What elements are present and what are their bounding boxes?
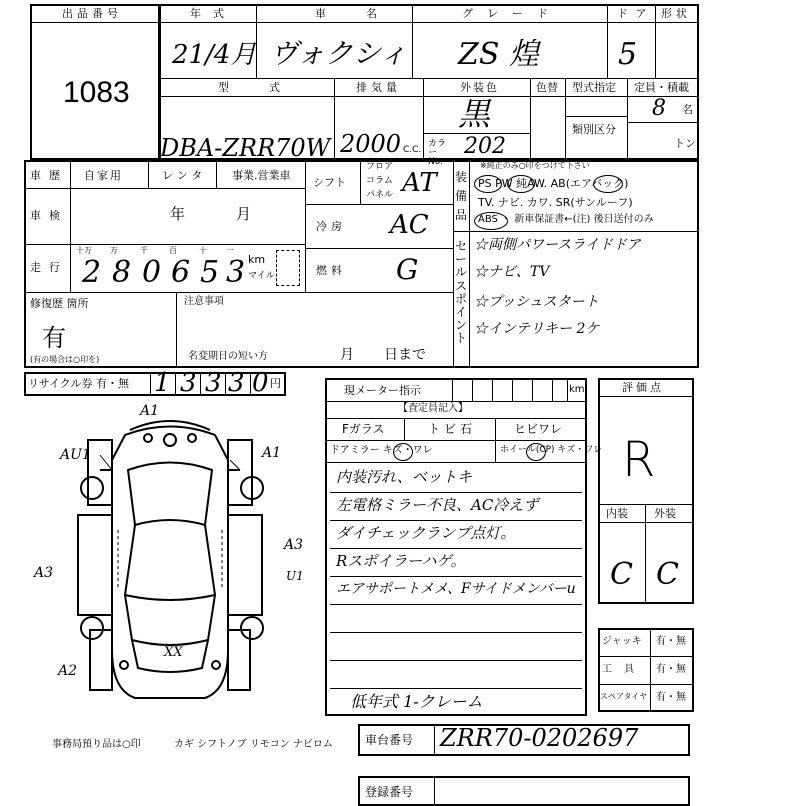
recycle-unit: 円 [270, 377, 281, 390]
damage-mark: A1 [140, 403, 160, 419]
damage-mark: A3 [284, 537, 304, 553]
repair-label: 修復歴 箇所 [30, 297, 89, 310]
displacement-label: 排気量 [356, 81, 401, 94]
notes-month: 月 [340, 347, 354, 363]
designation-label: 型式指定 [572, 81, 616, 94]
year-value: 21/4月 [172, 40, 257, 70]
office-label: 事務局預り品は○印 [52, 739, 141, 750]
mileage-digit: 5 [200, 255, 220, 290]
tool-value: 有・無 [656, 664, 686, 675]
damage-mark: AU1 [60, 447, 91, 463]
ac-label: 冷房 [316, 220, 346, 233]
color-no-label: カラーNo. [428, 139, 447, 167]
remark: Rスポイラーハゲ。 [336, 552, 466, 570]
recycle-digit: 3 [228, 368, 245, 398]
tool-label: ジャッキ [602, 636, 642, 647]
fuel-value: G [396, 253, 419, 286]
ext-color-label: 外装色 [460, 81, 499, 94]
shift-column: コラム [366, 176, 393, 186]
remark: 左電格ミラー不良、AC冷えず [336, 496, 539, 514]
sales-point: ☆ナビ、TV [474, 264, 550, 280]
shift-floor: フロア [366, 162, 394, 172]
mileage-label: 走行 [30, 261, 68, 274]
remark: ダイチェックランプ点灯。 [336, 524, 516, 542]
notes-day: 日まで [384, 347, 426, 363]
unit-label: 千 [140, 246, 148, 255]
mileage-digit: 8 [112, 255, 132, 290]
hibiware-label: ヒビワレ [514, 422, 563, 436]
color-value: 黒 [458, 95, 491, 133]
capacity-value: 8 [652, 96, 666, 121]
capacity-unit: 名 [682, 103, 693, 116]
cc-unit: C.C. [403, 145, 422, 155]
rental-label: レンタ [162, 169, 207, 182]
door-value: 5 [618, 37, 638, 72]
unit-label: 百 [169, 246, 177, 255]
bottom-note: 低年式 1-クレーム [350, 692, 483, 711]
tool-label: 工具 [602, 664, 646, 675]
mile-unit: マイル [248, 271, 275, 281]
unit-label: 十万 [76, 246, 92, 255]
sales-point: ☆プッシュスタート [474, 294, 599, 310]
lot-header: 出品番号 [62, 7, 122, 20]
tool-label: スペアタイヤ [600, 692, 648, 701]
damage-mark: A2 [58, 663, 78, 679]
shift-panel: パネル [366, 190, 394, 200]
damage-mark: XX [164, 645, 183, 660]
door-mirror-label: ドアミラー キズ・ワレ [330, 445, 433, 456]
mileage-digit: 3 [226, 255, 246, 290]
exterior-label: 外装 [654, 507, 676, 520]
shape-label: 形状 [661, 7, 691, 20]
ac-value: AC [390, 210, 429, 240]
tool-value: 有・無 [656, 636, 686, 647]
inspector-label: 【査定員記入】 [398, 403, 468, 414]
model-type-value: DBA-ZRR70W [160, 134, 331, 162]
displacement-value: 2000 [340, 130, 402, 158]
car-name-label: 車名 [315, 7, 417, 20]
damage-mark: U1 [286, 569, 304, 583]
damage-mark: A1 [262, 445, 282, 461]
km-unit: km [248, 253, 266, 266]
sales-point: ☆両側パワースライドドア [474, 237, 641, 253]
remark: エアサポートメメ、Fサイドメンバーu [336, 581, 576, 597]
name-change-label: 名変期日の短い方 [188, 351, 268, 362]
recycle-digit: 3 [205, 368, 222, 398]
rating-value: R [622, 432, 656, 488]
own-use-label: 自家用 [84, 169, 123, 182]
class-label: 類別区分 [572, 123, 616, 136]
chassis-label: 車台番号 [365, 733, 414, 747]
repair-value: 有 [42, 324, 66, 352]
unit-label: 十 [199, 246, 207, 255]
sales-point: ☆インテリキー 2ケ [474, 321, 600, 337]
exterior-value: C [656, 557, 679, 592]
mileage-digit: 2 [82, 255, 102, 290]
shaken-year: 年 [170, 205, 186, 223]
chassis-value: ZRR70-0202697 [440, 724, 639, 752]
equipment-row3: ABS ・ 新車保証書←(注) 後日送付のみ [478, 214, 654, 225]
recycle-digit: 3 [180, 368, 197, 398]
recycle-label: リサイクル券 有・無 [28, 377, 129, 390]
tobiishi-label: トビ石 [428, 422, 477, 436]
wheel-scratch-circle [526, 443, 546, 461]
shift-value: AT [402, 168, 437, 198]
remark: 内装汚れ、ベットキ [336, 468, 472, 486]
door-label: ドア [617, 7, 655, 20]
mileage-digit: 0 [142, 255, 162, 290]
capacity-label: 定員・積載 [634, 81, 689, 94]
registration-label: 登録番号 [365, 785, 414, 799]
wheel-label: ホイール(CP) キズ・ワレ [500, 445, 603, 455]
shift-label: シフト [313, 176, 346, 189]
interior-value: C [610, 557, 633, 592]
history-label: 車歴 [30, 169, 68, 182]
lot-number: 1083 [63, 76, 130, 109]
equipment-label: 装備品 [455, 170, 468, 223]
equipment-note: ※純正のみ○印をつけて下さい [480, 161, 590, 170]
recycle-digit: 1 [154, 368, 171, 398]
year-label: 年式 [190, 7, 236, 20]
equipment-row1: PS PW 純AW. AB(エアバック) [478, 177, 629, 190]
repair-note: (有の場合は○印を) [30, 355, 100, 364]
shaken-label: 車検 [30, 209, 68, 222]
f-glass-label: Fガラス [342, 422, 385, 436]
rating-label: 評価点 [622, 381, 664, 394]
fuel-label: 燃料 [316, 264, 346, 277]
color-change-label: 色替 [536, 81, 558, 94]
notes-label: 注意事項 [184, 296, 224, 307]
shaken-month: 月 [236, 205, 252, 223]
type-label: 型式 [218, 81, 320, 94]
unit-label: 一 [226, 246, 234, 255]
mirror-scratch-circle [393, 443, 413, 461]
office-items: カギ シフトノブ リモコン ナビロム [174, 739, 333, 750]
recycle-digit: 0 [252, 368, 269, 398]
sales-points-label: セールスポイント [455, 239, 468, 346]
car-name-value: ヴォクシィ [270, 37, 408, 70]
meter-km: km [569, 384, 585, 395]
unit-label: 万 [110, 246, 118, 255]
business-label: 事業.営業車 [232, 169, 291, 182]
damage-mark: A3 [34, 565, 54, 581]
grade-value: ZS 煌 [458, 37, 539, 72]
equipment-row2: TV. ナビ. カワ. SR(サンルーフ) [478, 196, 633, 209]
tool-value: 有・無 [656, 692, 686, 703]
mileage-digit: 6 [171, 255, 191, 290]
grade-label: グレード [462, 7, 562, 20]
interior-label: 内装 [606, 507, 628, 520]
color-no-value: 202 [464, 134, 506, 159]
meter-label: 現メーター指示 [344, 384, 421, 397]
ton-unit: トン [674, 137, 696, 150]
